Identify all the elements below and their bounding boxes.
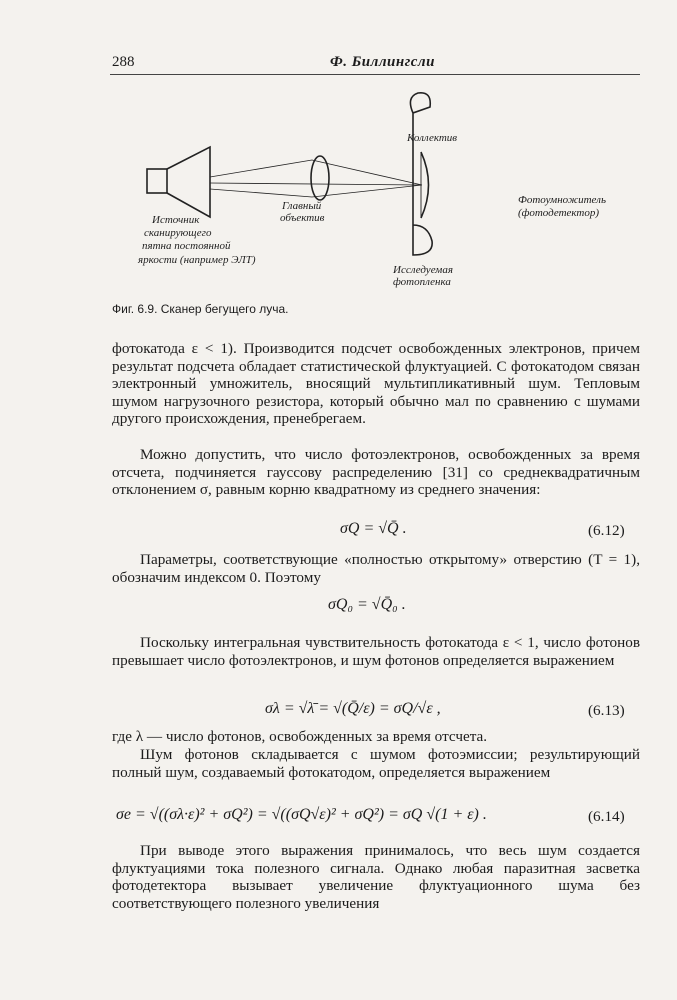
scanner-figure: [110, 85, 510, 295]
paragraph-1: фотокатода ε < 1). Производится подсчет освобожденных электронов, причем результат подсчета обладает статистической флуктуацией. С фотокатодом связан электронный умножитель, вносящий мультипликативный шум. Тепловым шумом нагрузочного резистора, который обычно мал по сравнению с шумами другого происхождения, пренебрегаем.: [112, 340, 640, 428]
paragraph-5: где λ — число фотонов, освобожденных за время отсчета.: [112, 728, 488, 745]
figure-caption: Фиг. 6.9. Сканер бегущего луча.: [112, 302, 289, 316]
paragraph-3: Параметры, соответствующие «полностью открытому» отверстию (T = 1), обозначим индексом 0. Поэтому: [112, 551, 640, 586]
label-source-3: пятна постоянной: [142, 240, 231, 252]
paragraph-7: При выводе этого выражения принималось, что весь шум создается флуктуациями тока полезного сигнала. Однако любая паразитная засветка фотодетектора вызывает увеличение флуктуационного шума без соответствующего полезного увеличения: [112, 842, 640, 912]
crt-cone: [167, 147, 210, 217]
paragraph-4: Поскольку интегральная чувствительность фотокатода ε < 1, число фотонов превышает число фотоэлектронов, и шум фотонов определяется выражением: [112, 634, 640, 669]
collective-lens: [421, 152, 429, 218]
equation-6-12-number: (6.12): [588, 522, 625, 539]
label-detector-2: (фотодетектор): [518, 207, 599, 219]
running-title: Ф. Биллингсли: [330, 54, 435, 70]
label-collective: Коллектив: [407, 132, 458, 144]
light-rays: [210, 160, 422, 197]
equation-6-13-number: (6.13): [588, 702, 625, 719]
label-source-1: Источник: [152, 214, 200, 226]
label-lens-2: объектив: [280, 212, 325, 224]
equation-6-14-number: (6.14): [588, 808, 625, 825]
equation-6-13: σλ = √λ̄ = √(Q̄/ε) = σQ/√ε ,: [265, 700, 441, 717]
paragraph-2: Можно допустить, что число фотоэлектронов, освобожденных за время отсчета, подчиняется гауссову распределению [31] со среднеквадратичным отклонением σ, равным корню квадратному из среднего значения:: [112, 446, 640, 499]
main-lens: [311, 156, 329, 200]
equation-6-12: σQ = √Q̄ .: [340, 520, 407, 537]
equation-6-14: σe = √((σλ·ε)² + σQ²) = √((σQ√ε)² + σQ²) = σQ √(1 + ε) .: [116, 806, 487, 823]
label-source-2: сканирующего: [144, 227, 212, 239]
crt-neck: [147, 169, 167, 193]
paragraph-6: Шум фотонов складывается с шумом фотоэмиссии; результирующий полный шум, создаваемый фотокатодом, определяется выражением: [112, 746, 640, 781]
label-source-4: яркости (например ЭЛТ): [138, 254, 256, 266]
header-rule: [110, 74, 640, 75]
page-number: 288: [112, 54, 135, 70]
label-detector: [518, 194, 606, 220]
label-film-2: фотопленка: [393, 276, 451, 288]
label-lens-1: Главный: [282, 200, 322, 212]
label-film-1: Исследуемая: [393, 264, 453, 276]
label-detector-1: Фотоумножитель: [518, 194, 606, 206]
equation-sigma-q0: σQ₀ = √Q̄₀ .: [328, 596, 406, 613]
